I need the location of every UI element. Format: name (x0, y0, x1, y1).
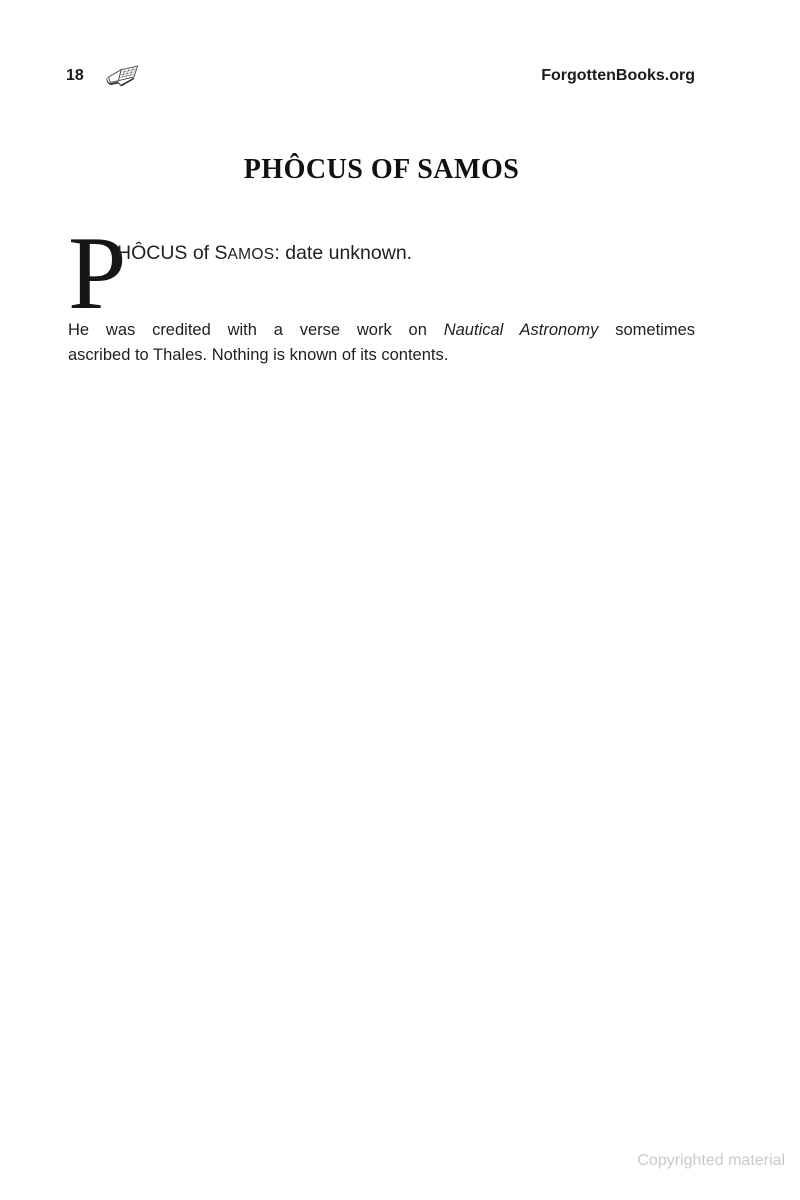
lede-name-smallcaps: AMOS (227, 246, 275, 263)
copyright-watermark: Copyrighted material (637, 1152, 785, 1169)
lede-rest: : date unknown. (274, 242, 413, 264)
lede-caps-word: HÔCUS (117, 242, 188, 264)
drop-cap: P (68, 214, 127, 331)
lede-text (117, 242, 412, 265)
lede-mid: of (187, 242, 215, 264)
body-paragraph (68, 318, 695, 368)
work-title-italic: Nautical Astronomy (443, 321, 599, 339)
page-number: 18 (66, 67, 84, 84)
paragraph-line1-post: sometimes (598, 321, 695, 339)
chapter-title: PHÔCUS OF SAMOS (243, 154, 520, 185)
lede-name-initial: S (214, 242, 228, 264)
page-header (66, 63, 695, 93)
paragraph-line-1 (68, 318, 695, 343)
site-name: ForgottenBooks.org (541, 67, 695, 84)
paragraph-line-2: ascribed to Thales. Nothing is known of its contents. (68, 346, 449, 364)
open-book-icon (103, 63, 143, 96)
paragraph-line1-pre: He was credited with a verse work on (68, 321, 444, 339)
